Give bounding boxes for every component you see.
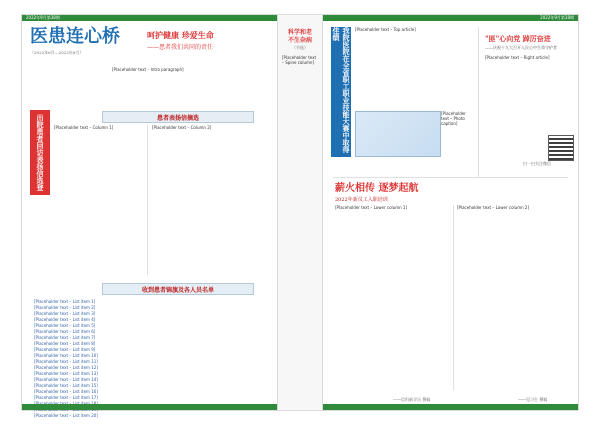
list-item: [Placeholder text – List item 4]: [34, 317, 96, 322]
right-title-line2: ——庆祝十九大召开人民心中生命守护者: [485, 45, 557, 50]
top-quote-line1: 呵护健康 珍爱生命: [147, 30, 214, 40]
right-bottom-bar: [323, 404, 578, 410]
list-item: [Placeholder text – List item 20]: [34, 413, 98, 418]
top-left-article: [Placeholder text – Top article]: [355, 27, 416, 32]
right-article-text: [Placeholder text – Right article]: [485, 55, 550, 60]
spine-heading-1: 科学和老: [287, 29, 312, 36]
training-header: [335, 183, 485, 203]
left-bottom-bar: [22, 404, 277, 410]
top-quote: [147, 31, 272, 61]
list-item: [Placeholder text – List item 5]: [34, 323, 96, 328]
training-subtitle: 2022年新员工入职培训: [335, 197, 388, 203]
list-item: [Placeholder text – List item 16]: [34, 389, 98, 394]
right-page-info: 2022年9月第38期: [540, 15, 574, 20]
list-item: [Placeholder text – List item 13]: [34, 371, 98, 376]
center-spine: [278, 14, 322, 411]
spine-heading-2: 不生杂病: [287, 37, 312, 44]
vertical-red-banner: 出院患者回访表扬信选登: [30, 110, 50, 195]
left-page: [21, 14, 278, 418]
middle-banner: 患者表扬信摘选: [102, 111, 254, 123]
training-title: 薪火相传 逐梦起航: [335, 183, 419, 194]
qr-code-icon: [548, 135, 574, 161]
list-item: [Placeholder text – List item 2]: [34, 305, 96, 310]
training-column-2: [Placeholder text – Lower column 2]: [457, 205, 529, 210]
list-item: [Placeholder text – List item 17]: [34, 395, 98, 400]
honor-list: [34, 299, 270, 418]
qr-label: 扫一扫关注微信: [523, 161, 551, 166]
left-page-info: 2022年9月第38期: [26, 15, 60, 20]
right-page: [322, 14, 579, 411]
article-column-1: [Placeholder text – Column 1]: [54, 125, 114, 130]
right-section-divider: [333, 177, 568, 178]
left-top-bar: [22, 15, 277, 21]
list-item: [Placeholder text – List item 7]: [34, 335, 96, 340]
left-column-divider: [147, 125, 148, 275]
masthead-subtitle: （2022年6月—2022年8月）: [30, 50, 84, 55]
list-item: [Placeholder text – List item 11]: [34, 359, 98, 364]
right-title-line1: "匪"心向党 踔厉奋进: [485, 34, 551, 43]
article-column-2: [Placeholder text – Column 2]: [152, 125, 212, 130]
photo-caption: [Placeholder text – Photo caption]: [441, 111, 466, 126]
right-article-title: [485, 35, 575, 51]
list-item: [Placeholder text – List item 9]: [34, 347, 96, 352]
right-top-divider: [478, 27, 479, 177]
award-photo: [355, 111, 441, 157]
list-item: [Placeholder text – List item 6]: [34, 329, 96, 334]
list-item: [Placeholder text – List item 15]: [34, 383, 98, 388]
signature-left: ——信科新学员 撰稿: [393, 397, 431, 402]
list-item: [Placeholder text – List item 12]: [34, 365, 98, 370]
list-item: [Placeholder text – List item 14]: [34, 377, 98, 382]
training-column-1: [Placeholder text – Lower column 1]: [335, 205, 407, 210]
spine-subtitle: （节选）: [292, 45, 308, 50]
training-column-divider: [453, 205, 454, 390]
list-item: [Placeholder text – List item 3]: [34, 311, 96, 316]
intro-paragraph: [Placeholder text – Intro paragraph]: [112, 67, 184, 72]
list-item: [Placeholder text – List item 1]: [34, 299, 96, 304]
signature-right: ——见习生 撰稿: [518, 397, 548, 402]
top-quote-line2: ——患者我们共同的责任: [147, 44, 214, 51]
spine-text: [Placeholder text – Spine column]: [282, 55, 317, 65]
bottom-banner: 收到患者锦旗及各人员名单: [102, 283, 254, 295]
list-item: [Placeholder text – List item 8]: [34, 341, 96, 346]
vertical-blue-banner: 我院医院在全省职工职业技能大赛中取得佳绩: [331, 27, 351, 157]
masthead-title: 医患连心桥: [30, 26, 120, 47]
list-item: [Placeholder text – List item 10]: [34, 353, 98, 358]
